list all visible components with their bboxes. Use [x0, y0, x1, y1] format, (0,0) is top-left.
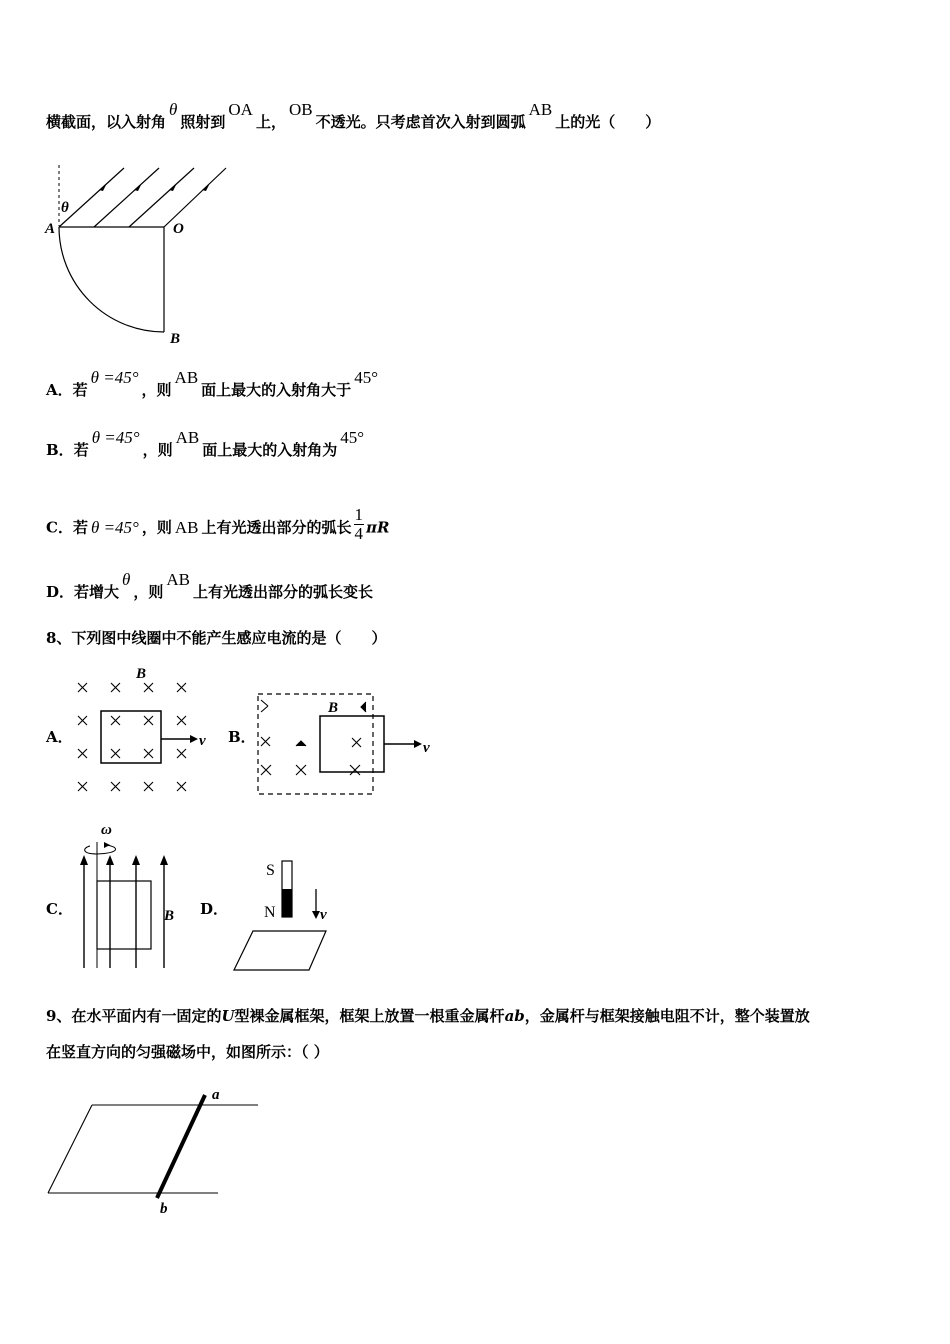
- fig-omega-label: ω: [101, 822, 112, 838]
- fig-O: O: [173, 221, 184, 237]
- fig-v-label: v: [199, 733, 206, 749]
- q8-stem: 8、下列图中线圈中不能产生感应电流的是（ ）: [46, 629, 387, 647]
- fig-v-label: v: [320, 907, 327, 923]
- fig-B-label: B: [164, 908, 175, 924]
- q7-figure: [40, 160, 240, 350]
- fig-A: A: [45, 221, 56, 237]
- q8-label-A: A．: [46, 728, 73, 746]
- fig-a-label: a: [212, 1087, 220, 1103]
- fig-S-label: S: [266, 862, 275, 879]
- fig-B: B: [170, 331, 181, 347]
- q8-figure-A: [70, 664, 220, 799]
- fig-B-label: B: [136, 666, 147, 682]
- fig-v-label: v: [423, 740, 430, 756]
- q9-figure: [40, 1085, 270, 1220]
- q8-label-C: C．: [46, 900, 73, 918]
- q8-figure-C: [70, 820, 190, 975]
- q8-label-D: D．: [200, 900, 229, 918]
- fig-b-label: b: [160, 1201, 168, 1217]
- q7-stem: 横截面，以入射角θ照射到OA上，OB不透光。只考虑首次入射到圆弧AB上的光（ ）: [46, 100, 661, 131]
- fig-N-label: N: [264, 904, 276, 921]
- q8-label-B: B．: [228, 728, 256, 746]
- q7-option-D: D．若增大θ，则AB上有光透出部分的弧长变长: [46, 570, 374, 601]
- q7-option-A: A．若θ =45°，则AB面上最大的入射角大于45°: [46, 368, 378, 399]
- q9-stem-line2: 在竖直方向的匀强磁场中，如图所示：（ ）: [46, 1043, 329, 1061]
- fig-B-label: B: [328, 700, 339, 716]
- q7-option-C: C．若 θ =45° ，则 AB 上有光透出部分的弧长 $\frac{1}{4}$ πR: [46, 505, 390, 543]
- fig-theta: θ: [61, 200, 69, 216]
- q8-figure-B: [256, 690, 446, 800]
- q7-option-B: B．若θ =45°，则AB面上最大的入射角为45°: [46, 428, 365, 459]
- q9-stem-line1: 9、在水平面内有一固定的U型裸金属框架，框架上放置一根重金属杆ab，金属杆与框架接触电阻不计，整个装置放: [46, 1007, 810, 1025]
- q8-figure-D: [230, 855, 340, 975]
- fraction-one-quarter: $\frac{1}{4}$: [354, 505, 363, 543]
